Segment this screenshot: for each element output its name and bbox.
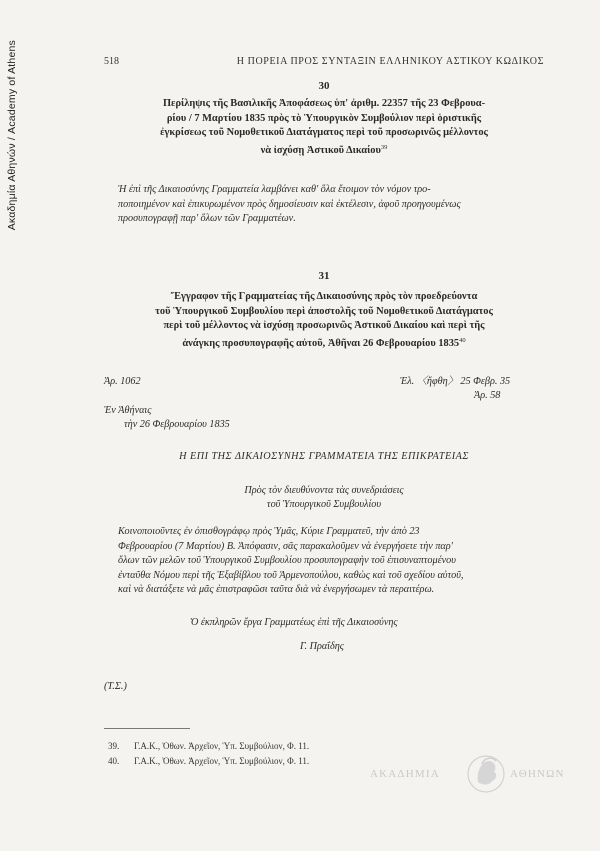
- doc31-body: [104, 525, 544, 598]
- doc30-heading-line: ρίου / 7 Μαρτίου 1835 πρὸς τὸ Ὑπουργικὸν Συμβούλιον περὶ ὁριστικῆς: [166, 112, 482, 124]
- doc31-body-line: Κοινοποιοῦντες ἐν ὀπισθογράφῳ πρὸς Ὑμᾶς, Κύριε Γραμματεῦ, τὴν ἀπὸ 23: [118, 526, 420, 537]
- doc31-number: 31: [318, 270, 330, 282]
- doc30-body-line: ποποιημένον καὶ ἐπικυρωμένον πρὸς δημοσίευσιν καὶ ἐκτέλεσιν, ἀφοῦ προηγουμένως: [118, 198, 461, 210]
- received-date: Ἐλ. 〈ἤφθη〉 25 Φεβρ. 35: [400, 376, 511, 387]
- received-number: Ἀρ. 58: [474, 390, 501, 401]
- doc30-heading-line: ἐγκρίσεως τοῦ Νομοθετικοῦ Διατάγματος περὶ τοῦ προσωρινῶς μέλλοντος: [160, 127, 488, 138]
- doc30-body-line: προσυπογραφῇ παρ' ὅλων τῶν Γραμματέων.: [118, 213, 296, 224]
- doc31-body-line: καὶ νὰ διατάξετε νὰ μᾶς ἐπιστραφῶσι ταῦτα διὰ νὰ ἐνεργήσωμεν τὰ περαιτέρω.: [118, 584, 435, 595]
- doc30-body-line: Ἡ ἐπὶ τῆς Δικαιοσύνης Γραμματεία λαμβάνει καθ' ὅλα ἕτοιμον τὸν νόμον τρο-: [118, 184, 431, 195]
- reference-number: Ἀρ. 1062: [104, 376, 141, 387]
- page-number: 518: [104, 56, 119, 67]
- signoff: Ὁ ἐκπληρῶν ἔργα Γραμματέως ἐπὶ τῆς Δικαιοσύνης: [190, 617, 398, 628]
- authority-heading: Η ΕΠΙ ΤΗΣ ΔΙΚΑΙΟΣΥΝΗΣ ΓΡΑΜΜΑΤΕΙΑ ΤΗΣ ΕΠΙΚΡΑΤΕΙΑΣ: [179, 451, 469, 462]
- watermark-text-left: ΑΚΑΔΗΜΙΑ: [370, 768, 440, 780]
- running-title: Η ΠΟΡΕΙΑ ΠΡΟΣ ΣΥΝΤΑΞΙΝ ΕΛΛΗΝΙΚΟΥ ΑΣΤΙΚΟΥ ΚΩΔΙΚΟΣ: [236, 56, 544, 67]
- footnote-ref-39[interactable]: 39: [380, 143, 388, 151]
- doc30-heading: [104, 97, 544, 158]
- doc31-body-line: ἐνταῦθα Νόμου περὶ τῆς Ἑξαβίβλου τοῦ Ἁρμενοπούλου, καθὼς καὶ τοῦ σχεδίου αὐτοῦ,: [118, 569, 464, 581]
- doc31-heading-line: περὶ τοῦ μέλλοντος νὰ ἰσχύσῃ προσωρινῶς Ἀστικοῦ Δικαίου καὶ περὶ τῆς: [163, 320, 485, 331]
- academy-watermark: [340, 750, 565, 798]
- watermark-text-right: ΑΘΗΝΩΝ: [510, 768, 565, 780]
- addressee-line: Πρὸς τὸν διευθύνοντα τὰς συνεδριάσεις: [244, 485, 404, 496]
- footnote-ref-40[interactable]: 40: [459, 336, 466, 344]
- signature: Γ. Πραΐδης: [300, 641, 344, 652]
- place: Ἐν Ἀθήναις: [104, 405, 152, 416]
- doc31-body-line: Φεβρουαρίου (7 Μαρτίου) Β. Ἀπόφασιν, σᾶς παρακαλοῦμεν νὰ ἐνεργήσετε τὴν παρ': [118, 540, 453, 552]
- addressee-line: τοῦ Ὑπουργικοῦ Συμβουλίου: [266, 499, 382, 510]
- running-header: [104, 56, 544, 67]
- doc31-body-line: ὅλων τῶν μελῶν τοῦ Ὑπουργικοῦ Συμβουλίου προσυπογραφὴν τοῦ ἐπισυναπτομένου: [118, 555, 456, 566]
- footnote-40: [108, 756, 309, 766]
- footnote-text: Γ.Α.Κ., Ὀθων. Ἀρχεῖον, Ὑπ. Συμβούλιον, Φ. 11.: [134, 741, 310, 751]
- footnote-number: 40.: [108, 756, 120, 766]
- side-watermark-label: Ακαδημία Αθηνών / Academy of Athens: [6, 40, 18, 231]
- doc30-number: 30: [318, 80, 330, 92]
- date: τὴν 26 Φεβρουαρίου 1835: [124, 419, 230, 430]
- seal-mark: (Τ.Σ.): [104, 681, 127, 692]
- footnote-separator: [104, 728, 190, 729]
- doc30-heading-line: Περίληψις τῆς Βασιλικῆς Ἀποφάσεως ὑπ' ἀριθμ. 22357 τῆς 23 Φεβρουα-: [162, 98, 486, 109]
- footnote-39: [108, 741, 309, 751]
- footnote-number: 39.: [108, 741, 120, 751]
- footnote-text: Γ.Α.Κ., Ὀθων. Ἀρχεῖον, Ὑπ. Συμβούλιον, Φ. 11.: [134, 756, 310, 766]
- doc30-body: [104, 183, 544, 227]
- doc31-heading-line: Ἔγγραφον τῆς Γραμματείας τῆς Δικαιοσύνης πρὸς τὸν προεδρεύοντα: [170, 291, 478, 302]
- doc31-heading-line: τοῦ Ὑπουργικοῦ Συμβουλίου περὶ ἀποστολῆς τοῦ Νομοθετικοῦ Διατάγματος: [155, 305, 493, 317]
- doc31-heading: [104, 290, 544, 351]
- athena-head-icon: [466, 752, 506, 796]
- doc30-heading-line: νὰ ἰσχύσῃ Ἀστικοῦ Δικαίου$^{39}$: [260, 143, 388, 156]
- doc31-heading-line: ἀνάγκης προσυπογραφῆς αὐτοῦ, Ἀθῆναι 26 Φεβρουαρίου 1835$^{40}$: [182, 336, 466, 349]
